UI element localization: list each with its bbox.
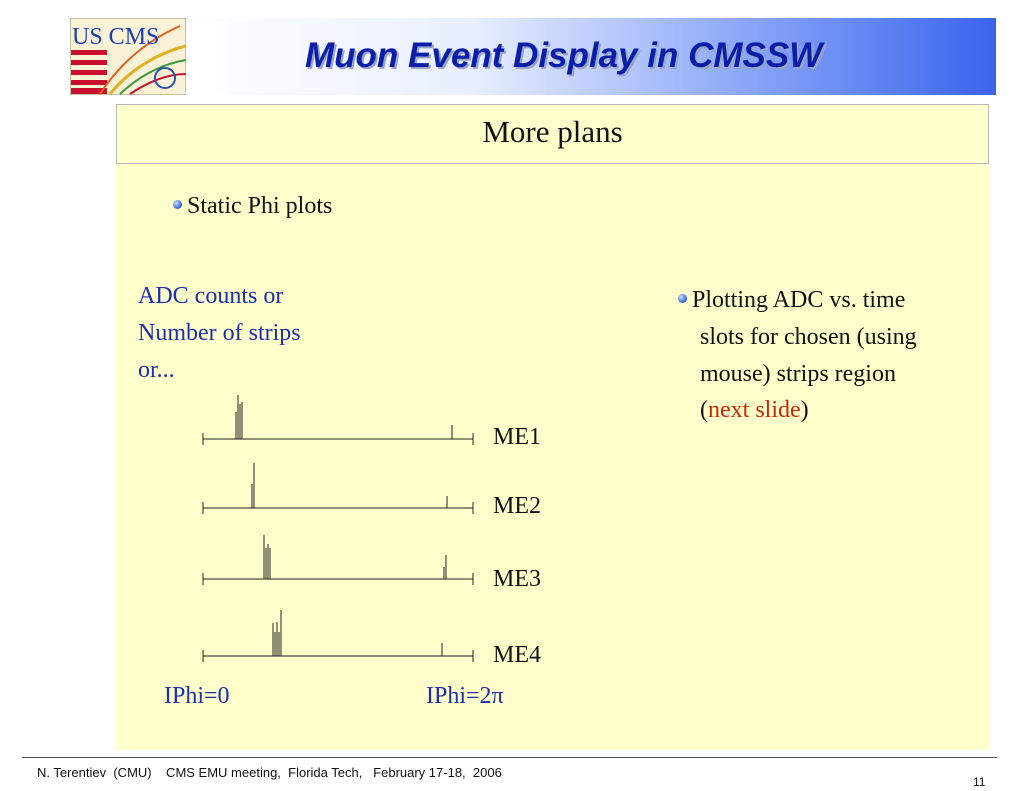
paren-open: (: [700, 397, 708, 423]
slide-title: Muon Event Display in CMSSW: [305, 36, 823, 75]
y-label-line-3: or...: [138, 357, 175, 383]
bullet-plotting-adc-text: Plotting ADC vs. time: [692, 287, 906, 313]
page-number: 11: [973, 775, 986, 789]
plot-me1: [203, 395, 473, 445]
label-me3: ME3: [493, 566, 541, 592]
footer-text: N. Terentiev (CMU) CMS EMU meeting, Florida Tech, February 17-18, 2006: [37, 765, 502, 780]
plot-me4: [203, 610, 473, 662]
label-me2: ME2: [493, 493, 541, 519]
slide-subtitle: More plans: [482, 114, 623, 149]
x-end-label: IPhi=2π: [426, 683, 504, 709]
y-label-line-1: ADC counts or: [138, 283, 284, 309]
label-me1: ME1: [493, 424, 541, 450]
y-label-line-2: Number of strips: [138, 320, 301, 346]
plotting-adc-line-3: mouse) strips region: [700, 361, 896, 387]
logo-text: US CMS: [72, 24, 160, 50]
next-slide-link[interactable]: next slide: [708, 397, 801, 423]
x-start-label: IPhi=0: [164, 683, 230, 709]
footer-divider: [22, 757, 997, 758]
bullet-static-phi-text: Static Phi plots: [187, 193, 333, 219]
plotting-adc-line-2: slots for chosen (using: [700, 324, 917, 350]
plot-me2: [203, 463, 473, 514]
label-me4: ME4: [493, 642, 541, 668]
paren-close: ): [800, 397, 809, 423]
plot-me3: [203, 535, 473, 585]
